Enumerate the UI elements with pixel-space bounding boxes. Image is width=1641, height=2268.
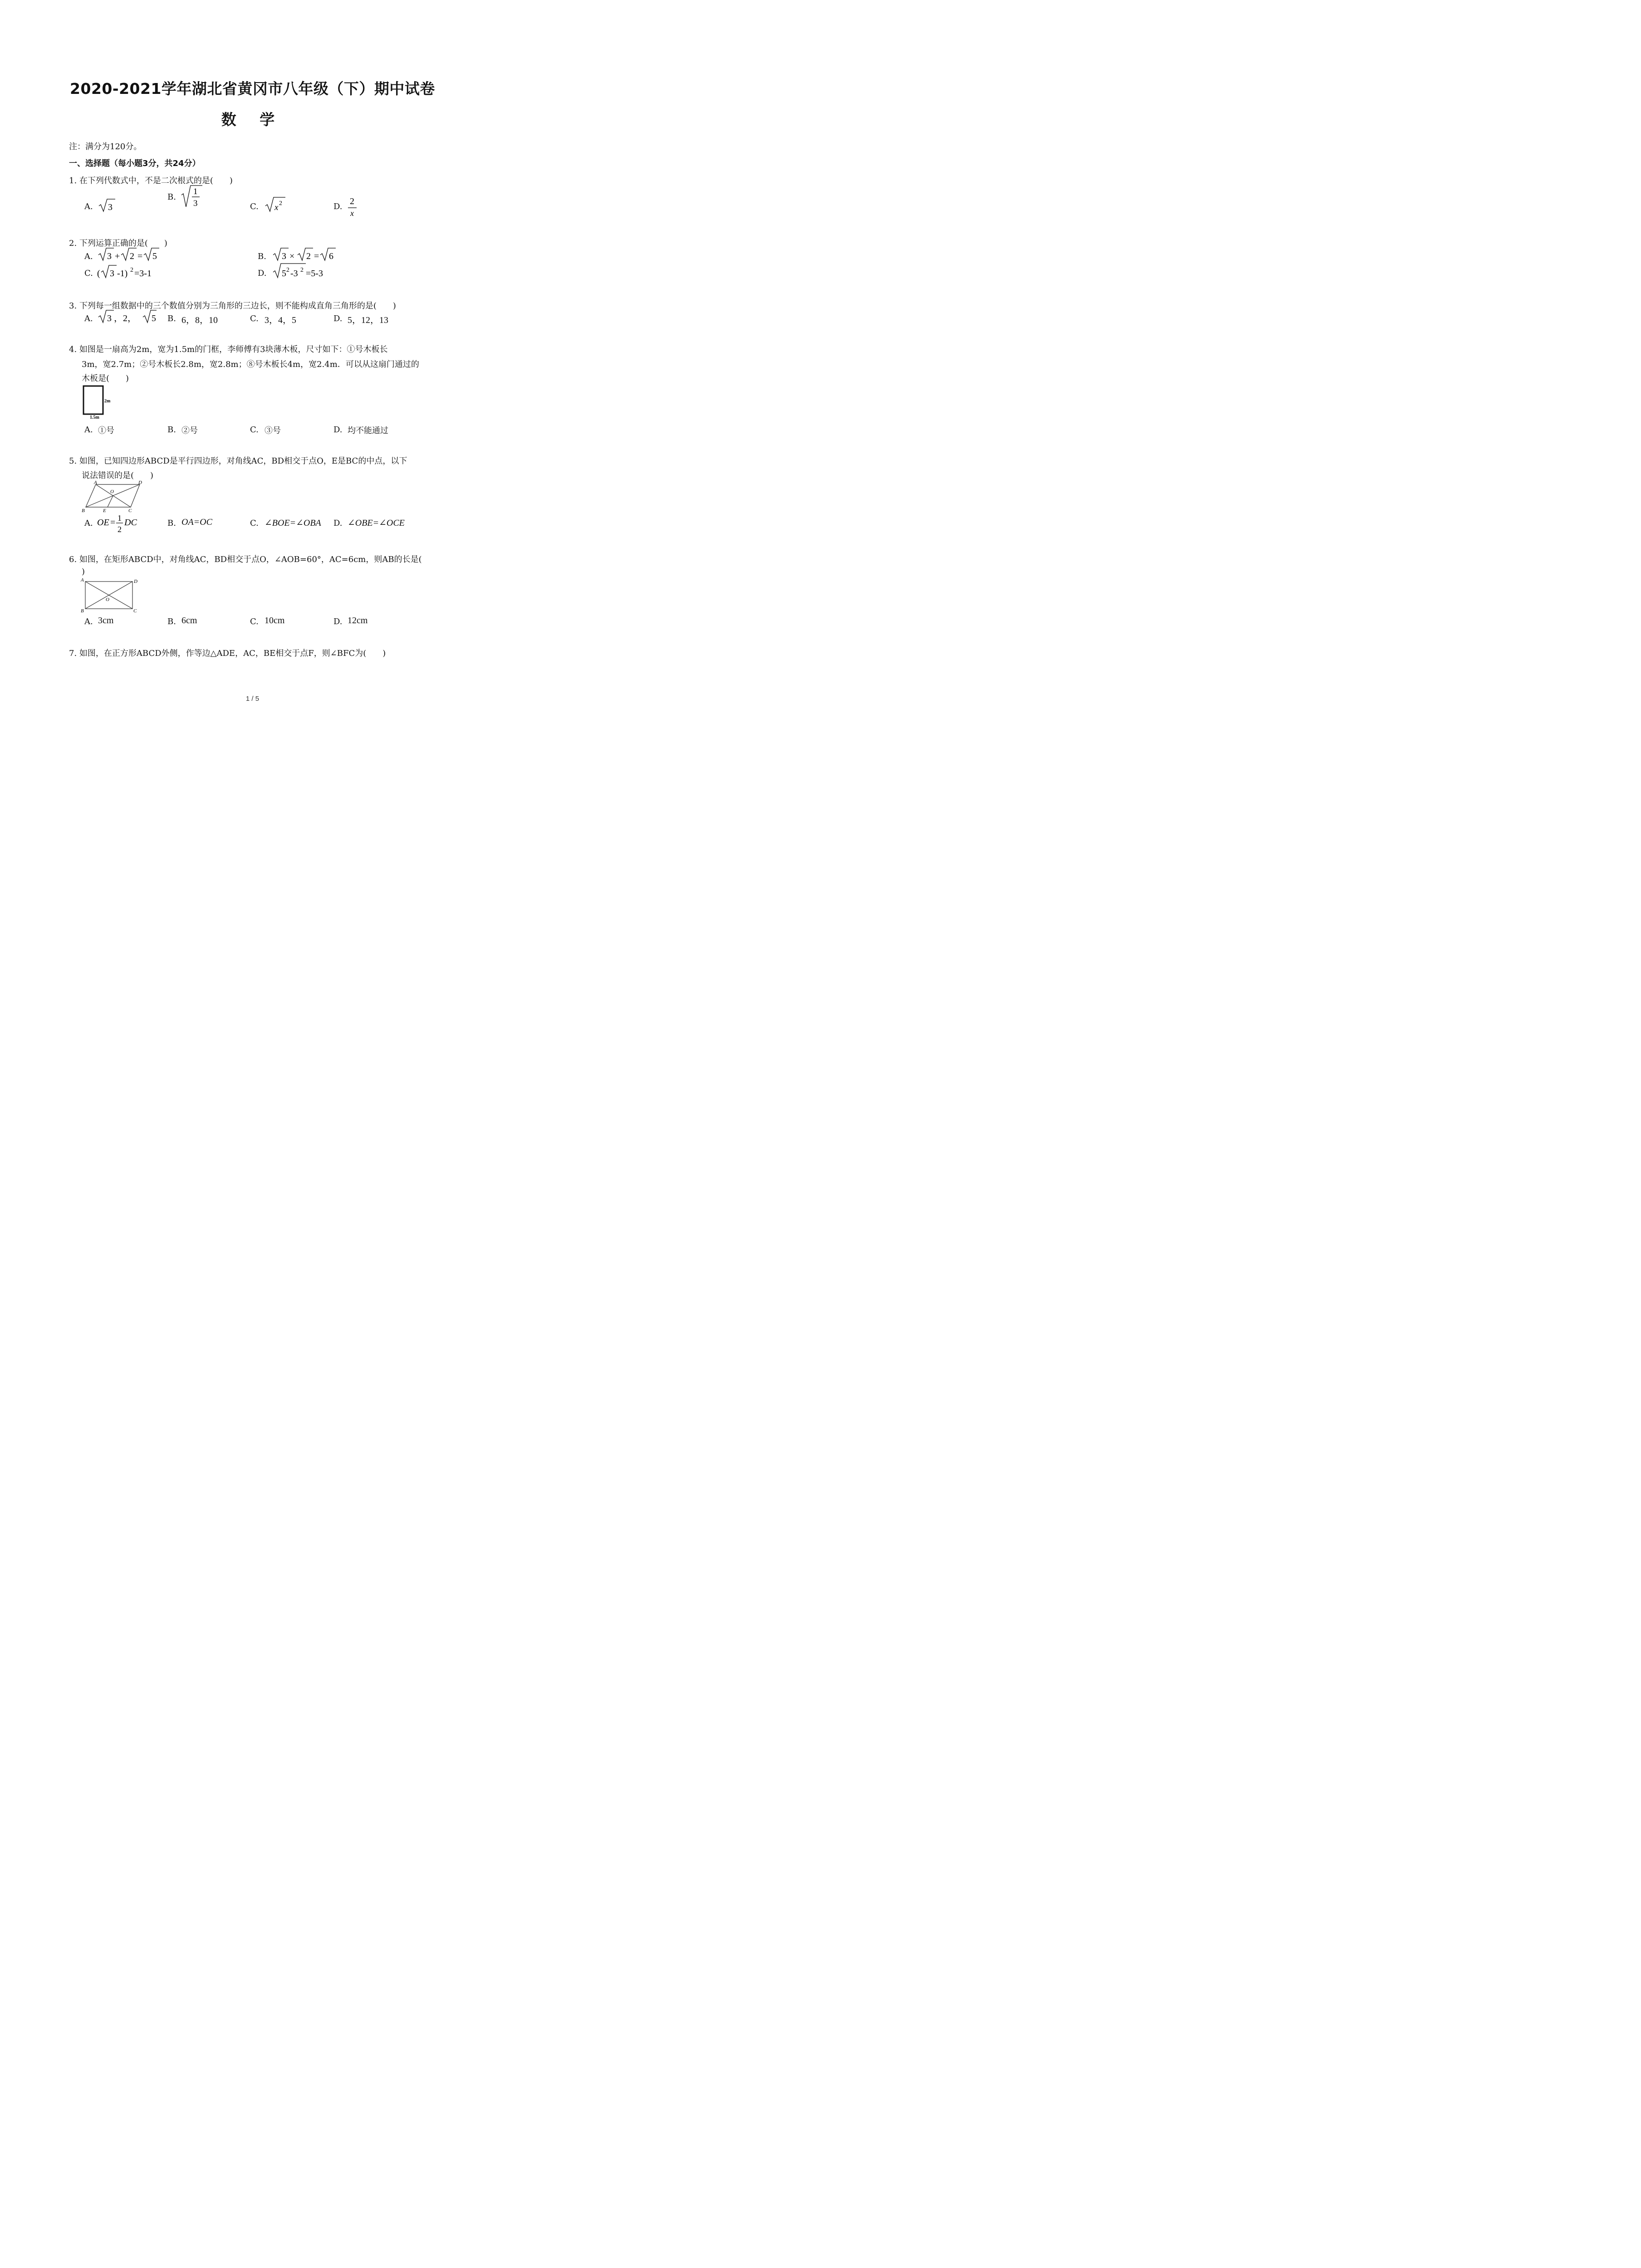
vertex-label: D [134, 579, 137, 584]
svg-text:，2，: ，2， [114, 313, 137, 323]
option-label: C. [250, 617, 259, 626]
svg-text:2: 2 [350, 196, 354, 206]
option-label: C. [250, 518, 259, 528]
option-4a-text: ①号 [98, 426, 114, 435]
svg-text:6: 6 [329, 251, 333, 261]
option-label: D. [333, 518, 343, 528]
svg-text:2: 2 [279, 200, 282, 207]
option-1c-formula [265, 196, 286, 213]
option-label: C. [250, 314, 259, 323]
option-label: C. [250, 202, 259, 211]
option-5d-text: ∠OBE=∠OCE [348, 518, 405, 528]
option-5b-text: OA=OC [181, 517, 212, 527]
svg-text:3: 3 [108, 202, 113, 212]
option-label: A. [84, 252, 93, 261]
page-title: 2020-2021学年湖北省黄冈市八年级（下）期中试卷 [70, 80, 435, 98]
option-label: D. [258, 269, 267, 278]
svg-text:2: 2 [130, 267, 133, 274]
svg-text:2: 2 [130, 251, 134, 261]
option-5a-formula [97, 512, 142, 534]
option-label: A. [84, 518, 93, 528]
option-4b-text: ②号 [181, 426, 198, 435]
question-6-stem-line1: 6. 如图，在矩形ABCD中，对角线AC，BD相交于点O，∠AOB=60°，AC=6cm，则AB的长是( [69, 555, 422, 564]
option-3a-formula [98, 309, 157, 324]
svg-text:5: 5 [152, 251, 157, 261]
option-label: D. [333, 202, 343, 211]
question-4-stem-line3: 木板是( ) [82, 374, 129, 383]
door-width-label: 1.5m [90, 415, 99, 420]
svg-text:+: + [115, 251, 120, 261]
option-1b-formula [181, 184, 203, 210]
option-label: D. [333, 425, 343, 435]
option-4d-text: 均不能通过 [348, 426, 388, 435]
vertex-label: D [138, 480, 142, 485]
vertex-label: C [128, 508, 132, 513]
svg-text:-3: -3 [290, 269, 298, 279]
option-label: D. [333, 314, 343, 323]
svg-text:2: 2 [300, 267, 304, 274]
option-2d-formula [272, 262, 331, 279]
svg-text:3: 3 [107, 313, 112, 323]
option-6b-text: 6cm [181, 616, 197, 626]
svg-text:=: = [314, 251, 319, 261]
svg-text:2: 2 [286, 267, 289, 274]
option-label: A. [84, 202, 93, 211]
parallelogram-figure [79, 480, 147, 514]
option-label: B. [167, 314, 176, 323]
svg-text:1: 1 [118, 513, 122, 523]
option-label: B. [167, 425, 176, 435]
option-label: B. [167, 518, 176, 528]
page-number: 1 / 5 [245, 695, 260, 703]
option-6c-text: 10cm [265, 616, 285, 626]
option-3c-text: 3，4，5 [265, 315, 296, 325]
question-5-stem-line1: 5. 如图，已知四边形ABCD是平行四边形，对角线AC，BD相交于点O，E是BC的中点，以下 [69, 456, 407, 466]
option-label: A. [84, 425, 93, 435]
option-1d-formula [347, 194, 358, 219]
option-label: C. [84, 269, 93, 278]
svg-text:5: 5 [152, 313, 156, 323]
vertex-label: A [94, 480, 97, 485]
door-height-label: 2m [104, 399, 111, 404]
question-4-stem-line2: 3m，宽2.7m；②号木板长2.8m，宽2.8m；⑧号木板长4m，宽2.4m．可以从这扇门通过的 [82, 360, 419, 369]
question-2-stem: 2. 下列运算正确的是( ) [69, 239, 167, 248]
vertex-label: B [81, 608, 84, 614]
question-5-stem-line2: 说法错误的是( ) [82, 471, 154, 480]
vertex-label: C [133, 608, 137, 614]
option-label: D. [333, 617, 343, 626]
svg-text:3: 3 [193, 199, 198, 208]
door-frame-figure [81, 383, 117, 420]
svg-text:x: x [274, 203, 279, 212]
option-label: C. [250, 425, 259, 435]
option-label: B. [258, 252, 266, 261]
svg-text:1: 1 [193, 187, 198, 196]
option-2b-formula [272, 247, 338, 262]
option-label: A. [84, 617, 93, 626]
svg-text:OE: OE [97, 518, 109, 528]
option-label: A. [84, 314, 93, 323]
svg-text:=5-3: =5-3 [306, 269, 323, 279]
rectangle-figure [79, 576, 143, 615]
vertex-label: A [81, 577, 84, 583]
option-1a-formula [98, 198, 116, 213]
svg-text:5: 5 [282, 269, 286, 279]
option-3d-text: 5，12，13 [348, 315, 388, 325]
vertex-label: O [106, 597, 109, 602]
option-4c-text: ③号 [265, 426, 281, 435]
svg-text:2: 2 [118, 525, 122, 534]
option-5c-text: ∠BOE=∠OBA [265, 518, 321, 528]
question-3-stem: 3. 下列每一组数据中的三个数值分别为三角形的三边长，则不能构成直角三角形的是( ) [69, 301, 396, 311]
svg-text:3: 3 [282, 251, 286, 261]
question-1-stem: 1. 在下列代数式中，不是二次根式的是( ) [69, 176, 233, 186]
svg-text:DC: DC [124, 518, 137, 528]
option-6d-text: 12cm [348, 616, 368, 626]
vertex-label: O [110, 489, 114, 494]
score-note: 注：满分为120分。 [69, 142, 142, 152]
svg-text:2: 2 [306, 251, 311, 261]
svg-text:=: = [110, 518, 116, 528]
vertex-label: E [103, 508, 106, 513]
svg-text:=3-1: =3-1 [134, 269, 152, 279]
option-2c-formula [97, 263, 165, 279]
svg-text:3: 3 [107, 251, 112, 261]
svg-text:(: ( [97, 269, 100, 279]
question-7-stem: 7. 如图，在正方形ABCD外侧，作等边△ADE，AC，BE相交于点F，则∠BFC为( ) [69, 649, 386, 658]
option-label: B. [167, 617, 176, 626]
svg-text:x: x [350, 209, 354, 218]
option-6a-text: 3cm [98, 616, 114, 626]
svg-text:×: × [289, 251, 295, 261]
svg-text:-1): -1) [117, 269, 128, 279]
question-6-stem-line2: ) [82, 567, 85, 577]
svg-text:3: 3 [110, 269, 114, 279]
option-3b-text: 6，8，10 [181, 315, 218, 325]
subject-title: 数 学 [221, 111, 284, 128]
section-heading: 一、选择题（每小题3分，共24分） [69, 159, 201, 168]
svg-text:=: = [137, 251, 143, 261]
option-2a-formula [98, 247, 161, 262]
option-label: B. [167, 192, 176, 202]
vertex-label: B [82, 508, 85, 513]
question-4-stem-line1: 4. 如图是一扇高为2m，宽为1.5m的门框，李师傅有3块薄木板，尺寸如下：①号木板长 [69, 345, 388, 354]
